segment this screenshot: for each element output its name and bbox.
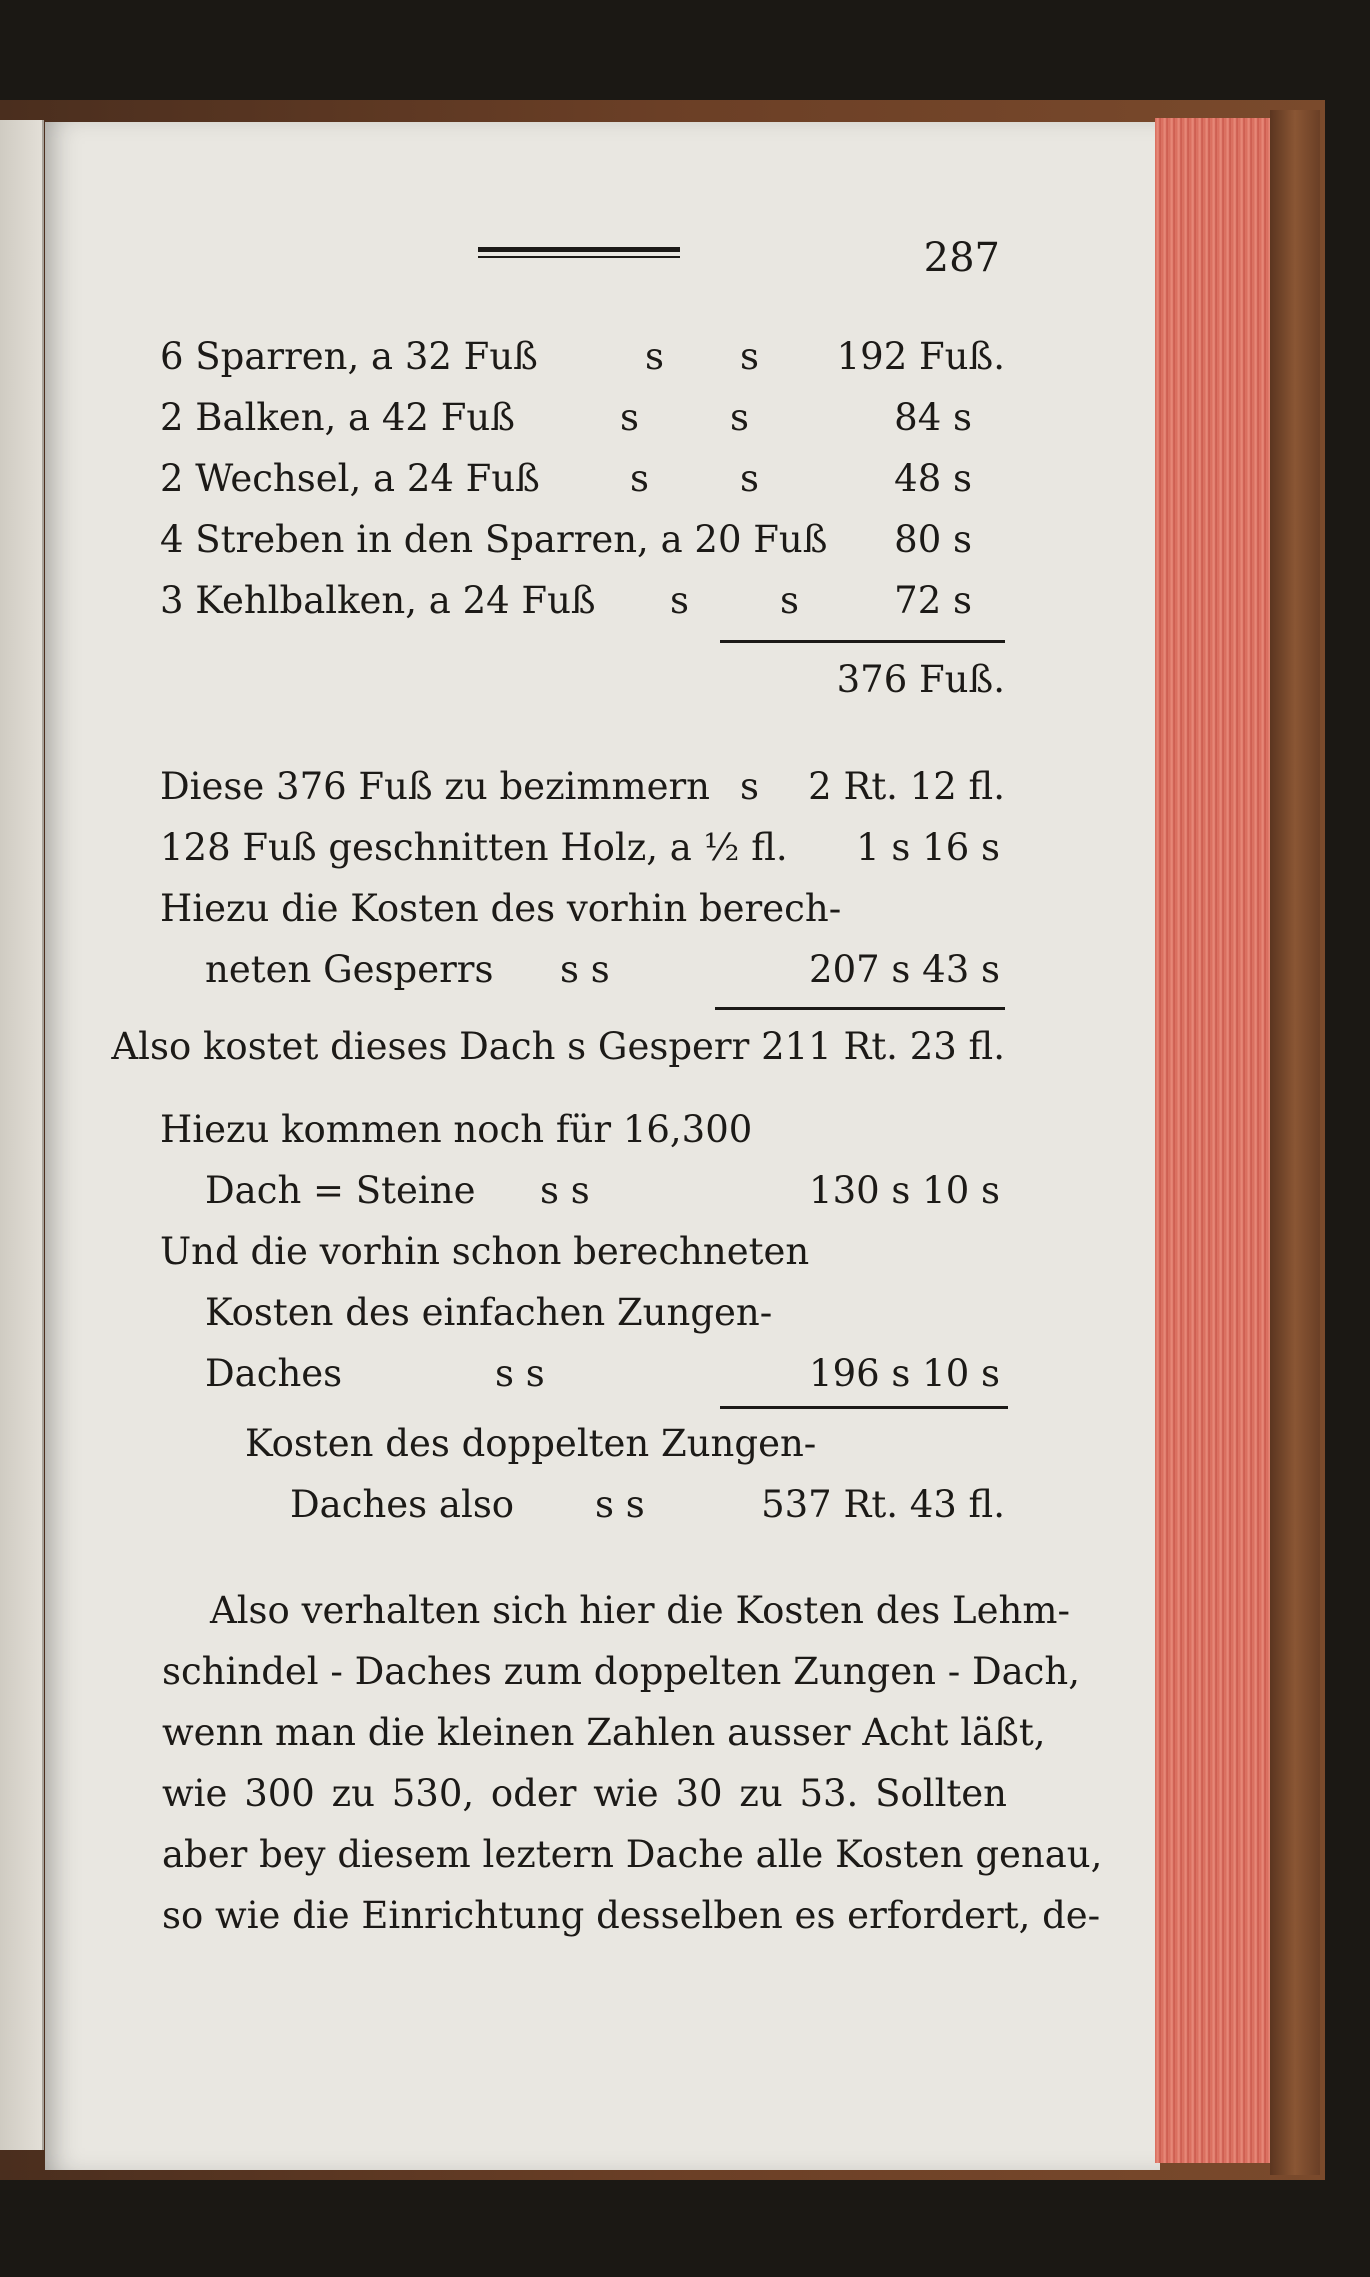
cost1-total: Also kostet dieses Dach s Gesperr 211 Rt. 23 fl. xyxy=(111,1025,1005,1068)
cost-desc: Diese 376 Fuß zu bezimmern xyxy=(160,765,710,808)
cost-value: 2 Rt. 12 fl. xyxy=(808,765,1005,808)
beam-value: 72 s xyxy=(894,579,972,622)
ditto-mark: s s xyxy=(595,1483,645,1526)
cost-value: 130 s 10 s xyxy=(809,1169,1000,1212)
ditto-mark: s xyxy=(780,579,799,622)
ditto-mark: s xyxy=(730,396,749,439)
book-spine-edge xyxy=(1270,110,1320,2175)
cost-desc: Hiezu die Kosten des vorhin berech- xyxy=(160,887,842,930)
text-line: aber bey diesem leztern Dache alle Kosten genau, xyxy=(162,1833,1103,1876)
cost-value: 196 s 10 s xyxy=(809,1352,1000,1395)
beam-value: 80 s xyxy=(894,518,972,561)
cost-desc: Hiezu kommen noch für 16,300 xyxy=(160,1108,753,1151)
ditto-mark: s xyxy=(670,579,689,622)
beam-value: 192 Fuß. xyxy=(836,335,1005,378)
cost2-total-label: Kosten des doppelten Zungen- xyxy=(245,1422,817,1465)
ditto-mark: s xyxy=(740,457,759,500)
page-number: 287 xyxy=(923,235,1000,281)
sum-rule xyxy=(715,1007,1005,1010)
ditto-mark: s xyxy=(630,457,649,500)
text-line: schindel - Daches zum doppelten Zungen - Dach, xyxy=(162,1650,1080,1693)
beam-desc: 3 Kehlbalken, a 24 Fuß xyxy=(160,579,596,622)
beam-desc: 2 Wechsel, a 24 Fuß xyxy=(160,457,540,500)
text-line: wenn man die kleinen Zahlen ausser Acht läßt, xyxy=(162,1711,1046,1754)
ditto-mark: s xyxy=(645,335,664,378)
beams-total: 376 Fuß. xyxy=(836,658,1005,701)
cost-desc: 128 Fuß geschnitten Holz, a ½ fl. xyxy=(160,826,788,869)
cost-desc: Daches xyxy=(205,1352,343,1395)
sum-rule xyxy=(720,1406,1008,1409)
sum-rule xyxy=(720,640,1005,643)
ditto-mark: s xyxy=(620,396,639,439)
text-line: so wie die Einrichtung desselben es erfordert, de- xyxy=(162,1894,1101,1937)
beam-value: 48 s xyxy=(894,457,972,500)
text-line: wie 300 zu 530, oder wie 30 zu 53. Sollten xyxy=(162,1772,1007,1815)
body-paragraph xyxy=(162,1580,1103,1946)
ditto-mark: s s xyxy=(495,1352,545,1395)
cost2-total-value: 537 Rt. 43 fl. xyxy=(761,1483,1005,1526)
ditto-mark: s xyxy=(740,335,759,378)
cost2-total-label: Daches also xyxy=(290,1483,515,1526)
ditto-mark: s s xyxy=(540,1169,590,1212)
cost-desc: Dach = Steine xyxy=(205,1169,476,1212)
header-rule xyxy=(478,247,680,258)
beam-desc: 6 Sparren, a 32 Fuß xyxy=(160,335,538,378)
beam-desc: 2 Balken, a 42 Fuß xyxy=(160,396,515,439)
cost-value: 1 s 16 s xyxy=(856,826,1000,869)
ditto-mark: s s xyxy=(560,948,610,991)
cost-value: 207 s 43 s xyxy=(809,948,1000,991)
ditto-mark: s xyxy=(740,765,759,808)
text-line: Also verhalten sich hier die Kosten des Lehm- xyxy=(210,1589,1070,1632)
page-edges xyxy=(1155,118,1270,2163)
beam-value: 84 s xyxy=(894,396,972,439)
cost-desc: Und die vorhin schon berechneten xyxy=(160,1230,810,1273)
cost-desc: neten Gesperrs xyxy=(205,948,494,991)
beam-desc: 4 Streben in den Sparren, a 20 Fuß xyxy=(160,518,828,561)
cost-desc: Kosten des einfachen Zungen- xyxy=(205,1291,773,1334)
left-page-edge xyxy=(0,120,44,2150)
